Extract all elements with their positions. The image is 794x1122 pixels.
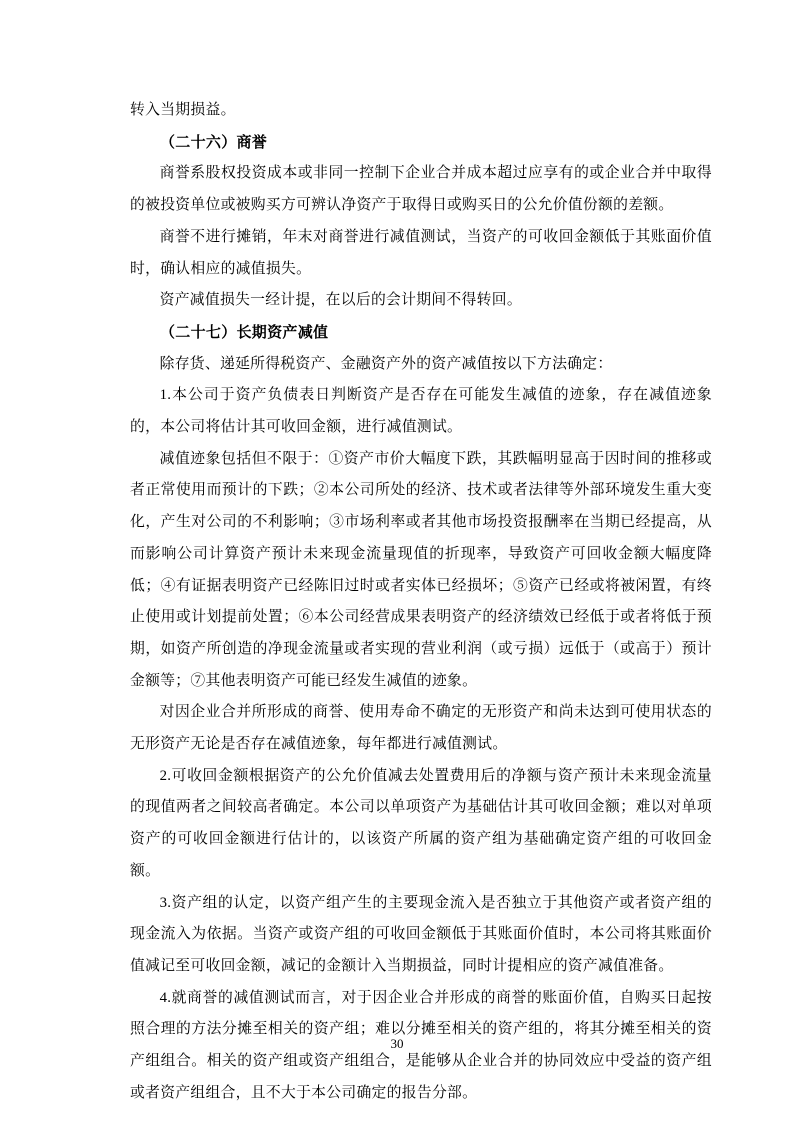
paragraph: 2.可收回金额根据资产的公允价值减去处置费用后的净额与资产预计未来现金流量的现值两者之间较高者确定。本公司以单项资产为基础估计其可收回金额；难以对单项资产的可收回金额进行估计的，以该资产所属的资产组为基础确定资产组的可收回金额。 [130, 767, 712, 879]
paragraph: 转入当期损益。 [130, 102, 236, 118]
paragraph: 除存货、递延所得税资产、金融资产外的资产减值按以下方法确定： [159, 355, 613, 372]
paragraph: 商誉不进行摊销，年末对商誉进行减值测试，当资产的可收回金额低于其账面价值时，确认相应的减值损失。 [130, 228, 712, 277]
paragraph: 对因企业合并所形成的商誉、使用寿命不确定的无形资产和尚未达到可使用状态的无形资产无论是否存在减值迹象，每年都进行减值测试。 [130, 704, 712, 753]
page-number: 30 [390, 1036, 404, 1051]
paragraph: 4.就商誉的减值测试而言，对于因企业合并形成的商誉的账面价值，自购买日起按照合理的方法分摊至相关的资产组；难以分摊至相关的资产组的，将其分摊至相关的资产组组合。相关的资产组或资产组组合，是能够从企业合并的协同效应中受益的资产组或者资产组组合，且不大于本公司确定的报告分部。 [130, 989, 712, 1101]
section-heading: （二十七）长期资产减值 [160, 323, 329, 341]
paragraph: 3.资产组的认定，以资产组产生的主要现金流入是否独立于其他资产或者资产组的现金流入为依据。当资产或资产组的可收回金额低于其账面价值时，本公司将其账面价值减记至可收回金额，减记的金额计入当期损益，同时计提相应的资产减值准备。 [130, 894, 712, 974]
document-body [130, 95, 712, 1110]
paragraph: 1.本公司于资产负债表日判断资产是否存在可能发生减值的迹象，存在减值迹象的，本公司将估计其可收回金额，进行减值测试。 [130, 387, 712, 436]
paragraph: 资产减值损失一经计提，在以后的会计期间不得转回。 [159, 292, 522, 309]
paragraph: 商誉系股权投资成本或非同一控制下企业合并成本超过应享有的或企业合并中取得的被投资单位或被购买方可辨认净资产于取得日或购买日的公允价值份额的差额。 [130, 165, 712, 214]
paragraph: 减值迹象包括但不限于：①资产市价大幅度下跌，其跌幅明显高于因时间的推移或者正常使用而预计的下跌；②本公司所处的经济、技术或者法律等外部环境发生重大变化，产生对公司的不利影响；③市场利率或者其他市场投资报酬率在当期已经提高，从而影响公司计算资产预计未来现金流量现值的折现率，导致资产可回收金额大幅度降低；④有证据表明资产已经陈旧过时或者实体已经损坏；⑤资产已经或将被闲置，有终止使用或计划提前处置；⑥本公司经营成果表明资产的经济绩效已经低于或者将低于预期，如资产所创造的净现金流量或者实现的营业利润（或亏损）远低于（或高于）预计金额等；⑦其他表明资产可能已经发生减值的迹象。 [130, 450, 712, 689]
section-heading: （二十六）商誉 [160, 133, 268, 151]
